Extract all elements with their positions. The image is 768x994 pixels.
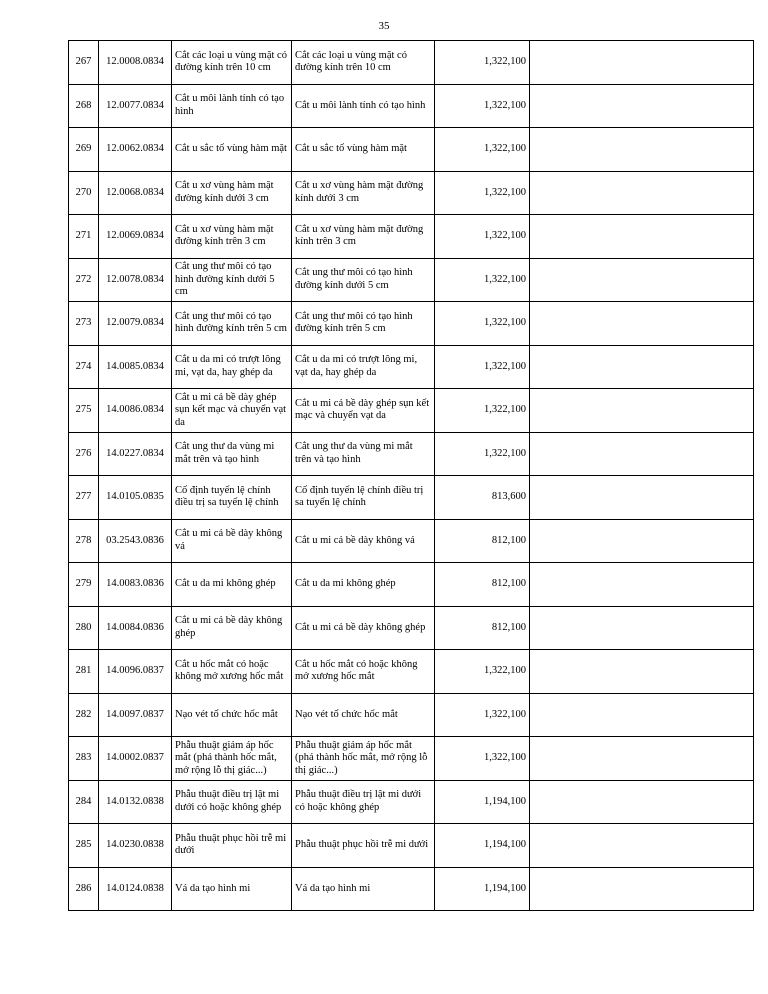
table-row <box>69 84 754 128</box>
note-cell <box>530 650 754 694</box>
row-number-cell: 281 <box>69 650 99 694</box>
service-code-cell: 14.0085.0834 <box>99 345 172 389</box>
price-cell: 1,322,100 <box>435 650 530 694</box>
service-name-cell: Cắt ung thư môi có tạo hình đường kính dưới 5 cm <box>172 258 292 302</box>
service-name-alt-cell: Cắt u da mi có trượt lông mi, vạt da, hay ghép da <box>292 345 435 389</box>
price-cell: 1,322,100 <box>435 258 530 302</box>
table-row <box>69 867 754 911</box>
service-code-cell: 12.0069.0834 <box>99 215 172 259</box>
table-row <box>69 258 754 302</box>
table-row <box>69 650 754 694</box>
service-code-cell: 14.0086.0834 <box>99 389 172 433</box>
table-row <box>69 128 754 172</box>
service-code-cell: 12.0079.0834 <box>99 302 172 346</box>
table-row <box>69 476 754 520</box>
service-name-alt-cell: Cắt u da mi không ghép <box>292 563 435 607</box>
table-row <box>69 780 754 824</box>
service-name-alt-cell: Phẫu thuật điều trị lật mi dưới có hoặc không ghép <box>292 780 435 824</box>
service-code-cell: 14.0124.0838 <box>99 867 172 911</box>
service-name-cell: Cắt u mi cả bề dày không ghép <box>172 606 292 650</box>
table-row <box>69 41 754 85</box>
service-name-cell: Cắt u xơ vùng hàm mặt đường kính dưới 3 cm <box>172 171 292 215</box>
price-cell: 1,322,100 <box>435 302 530 346</box>
price-cell: 1,322,100 <box>435 693 530 737</box>
note-cell <box>530 563 754 607</box>
service-name-cell: Cố định tuyến lệ chính điều trị sa tuyến lệ chính <box>172 476 292 520</box>
row-number-cell: 272 <box>69 258 99 302</box>
service-name-cell: Cắt u da mi có trượt lông mi, vạt da, hay ghép da <box>172 345 292 389</box>
note-cell <box>530 867 754 911</box>
service-code-cell: 12.0068.0834 <box>99 171 172 215</box>
service-name-cell: Cắt u mi cả bề dày không vá <box>172 519 292 563</box>
service-name-alt-cell: Cắt u mi cả bề dày ghép sụn kết mạc và chuyển vạt da <box>292 389 435 433</box>
note-cell <box>530 476 754 520</box>
note-cell <box>530 606 754 650</box>
service-code-cell: 12.0078.0834 <box>99 258 172 302</box>
service-code-cell: 12.0008.0834 <box>99 41 172 85</box>
note-cell <box>530 780 754 824</box>
service-name-cell: Cắt ung thư môi có tạo hình đường kính trên 5 cm <box>172 302 292 346</box>
service-code-cell: 14.0097.0837 <box>99 693 172 737</box>
service-name-cell: Nạo vét tổ chức hốc mắt <box>172 693 292 737</box>
service-name-cell: Cắt ung thư da vùng mi mắt trên và tạo hình <box>172 432 292 476</box>
row-number-cell: 274 <box>69 345 99 389</box>
table-row <box>69 171 754 215</box>
price-cell: 1,322,100 <box>435 215 530 259</box>
service-name-alt-cell: Cắt u xơ vùng hàm mặt đường kính trên 3 cm <box>292 215 435 259</box>
note-cell <box>530 171 754 215</box>
note-cell <box>530 41 754 85</box>
row-number-cell: 267 <box>69 41 99 85</box>
price-cell: 812,100 <box>435 606 530 650</box>
price-cell: 1,194,100 <box>435 824 530 868</box>
row-number-cell: 277 <box>69 476 99 520</box>
table-row <box>69 432 754 476</box>
row-number-cell: 278 <box>69 519 99 563</box>
service-name-alt-cell: Cố định tuyến lệ chính điều trị sa tuyến lệ chính <box>292 476 435 520</box>
table-row <box>69 563 754 607</box>
price-table <box>68 40 754 911</box>
table-row <box>69 389 754 433</box>
service-name-alt-cell: Phẫu thuật phục hồi trễ mi dưới <box>292 824 435 868</box>
price-cell: 812,100 <box>435 519 530 563</box>
price-cell: 1,322,100 <box>435 737 530 781</box>
service-name-cell: Cắt u xơ vùng hàm mặt đường kính trên 3 cm <box>172 215 292 259</box>
row-number-cell: 275 <box>69 389 99 433</box>
service-name-alt-cell: Cắt ung thư môi có tạo hình đường kính dưới 5 cm <box>292 258 435 302</box>
price-cell: 1,194,100 <box>435 867 530 911</box>
row-number-cell: 270 <box>69 171 99 215</box>
row-number-cell: 286 <box>69 867 99 911</box>
price-cell: 1,322,100 <box>435 41 530 85</box>
service-name-cell: Phẫu thuật giảm áp hốc mắt (phá thành hốc mắt, mở rộng lỗ thị giác...) <box>172 737 292 781</box>
row-number-cell: 284 <box>69 780 99 824</box>
note-cell <box>530 693 754 737</box>
service-name-alt-cell: Cắt ung thư môi có tạo hình đường kính trên 5 cm <box>292 302 435 346</box>
row-number-cell: 273 <box>69 302 99 346</box>
service-name-cell: Cắt u môi lành tính có tạo hình <box>172 84 292 128</box>
table-row <box>69 215 754 259</box>
price-cell: 1,322,100 <box>435 389 530 433</box>
service-name-alt-cell: Cắt u xơ vùng hàm mặt đường kính dưới 3 cm <box>292 171 435 215</box>
row-number-cell: 283 <box>69 737 99 781</box>
note-cell <box>530 215 754 259</box>
service-code-cell: 12.0062.0834 <box>99 128 172 172</box>
service-name-alt-cell: Cắt u hốc mắt có hoặc không mở xương hốc mắt <box>292 650 435 694</box>
service-name-alt-cell: Vá da tạo hình mi <box>292 867 435 911</box>
row-number-cell: 269 <box>69 128 99 172</box>
table-row <box>69 693 754 737</box>
service-name-alt-cell: Cắt u sắc tố vùng hàm mặt <box>292 128 435 172</box>
note-cell <box>530 824 754 868</box>
note-cell <box>530 432 754 476</box>
service-name-cell: Vá da tạo hình mi <box>172 867 292 911</box>
price-cell: 1,322,100 <box>435 128 530 172</box>
service-name-cell: Cắt u da mi không ghép <box>172 563 292 607</box>
page-number: 35 <box>378 20 390 32</box>
service-code-cell: 14.0096.0837 <box>99 650 172 694</box>
row-number-cell: 268 <box>69 84 99 128</box>
note-cell <box>530 302 754 346</box>
service-code-cell: 14.0230.0838 <box>99 824 172 868</box>
row-number-cell: 280 <box>69 606 99 650</box>
service-name-cell: Cắt u sắc tố vùng hàm mặt <box>172 128 292 172</box>
service-name-alt-cell: Cắt ung thư da vùng mi mắt trên và tạo hình <box>292 432 435 476</box>
note-cell <box>530 128 754 172</box>
service-code-cell: 14.0132.0838 <box>99 780 172 824</box>
table-row <box>69 302 754 346</box>
note-cell <box>530 345 754 389</box>
note-cell <box>530 519 754 563</box>
price-cell: 1,322,100 <box>435 84 530 128</box>
price-cell: 1,322,100 <box>435 171 530 215</box>
service-name-alt-cell: Cắt u mi cả bề dày không ghép <box>292 606 435 650</box>
table-row <box>69 824 754 868</box>
row-number-cell: 276 <box>69 432 99 476</box>
price-cell: 812,100 <box>435 563 530 607</box>
price-cell: 1,322,100 <box>435 432 530 476</box>
service-name-alt-cell: Cắt các loại u vùng mặt có đường kính trên 10 cm <box>292 41 435 85</box>
note-cell <box>530 737 754 781</box>
price-cell: 1,322,100 <box>435 345 530 389</box>
table-row <box>69 519 754 563</box>
service-code-cell: 14.0083.0836 <box>99 563 172 607</box>
row-number-cell: 279 <box>69 563 99 607</box>
service-name-cell: Cắt u mi cả bề dày ghép sụn kết mạc và chuyển vạt da <box>172 389 292 433</box>
service-code-cell: 14.0227.0834 <box>99 432 172 476</box>
service-name-cell: Phẫu thuật phục hồi trễ mi dưới <box>172 824 292 868</box>
service-code-cell: 12.0077.0834 <box>99 84 172 128</box>
service-code-cell: 14.0084.0836 <box>99 606 172 650</box>
service-code-cell: 14.0002.0837 <box>99 737 172 781</box>
service-name-alt-cell: Cắt u mi cả bề dày không vá <box>292 519 435 563</box>
service-code-cell: 03.2543.0836 <box>99 519 172 563</box>
table-row <box>69 606 754 650</box>
table-row <box>69 737 754 781</box>
service-name-alt-cell: Cắt u môi lành tính có tạo hình <box>292 84 435 128</box>
note-cell <box>530 84 754 128</box>
service-name-cell: Cắt u hốc mắt có hoặc không mở xương hốc mắt <box>172 650 292 694</box>
service-name-alt-cell: Phẫu thuật giảm áp hốc mắt (phá thành hốc mắt, mở rộng lỗ thị giác...) <box>292 737 435 781</box>
service-name-cell: Cắt các loại u vùng mặt có đường kính trên 10 cm <box>172 41 292 85</box>
row-number-cell: 282 <box>69 693 99 737</box>
service-name-alt-cell: Nạo vét tổ chức hốc mắt <box>292 693 435 737</box>
service-name-cell: Phẫu thuật điều trị lật mi dưới có hoặc không ghép <box>172 780 292 824</box>
table-body <box>69 41 754 911</box>
table-row <box>69 345 754 389</box>
price-cell: 813,600 <box>435 476 530 520</box>
note-cell <box>530 389 754 433</box>
price-cell: 1,194,100 <box>435 780 530 824</box>
service-code-cell: 14.0105.0835 <box>99 476 172 520</box>
row-number-cell: 271 <box>69 215 99 259</box>
row-number-cell: 285 <box>69 824 99 868</box>
note-cell <box>530 258 754 302</box>
